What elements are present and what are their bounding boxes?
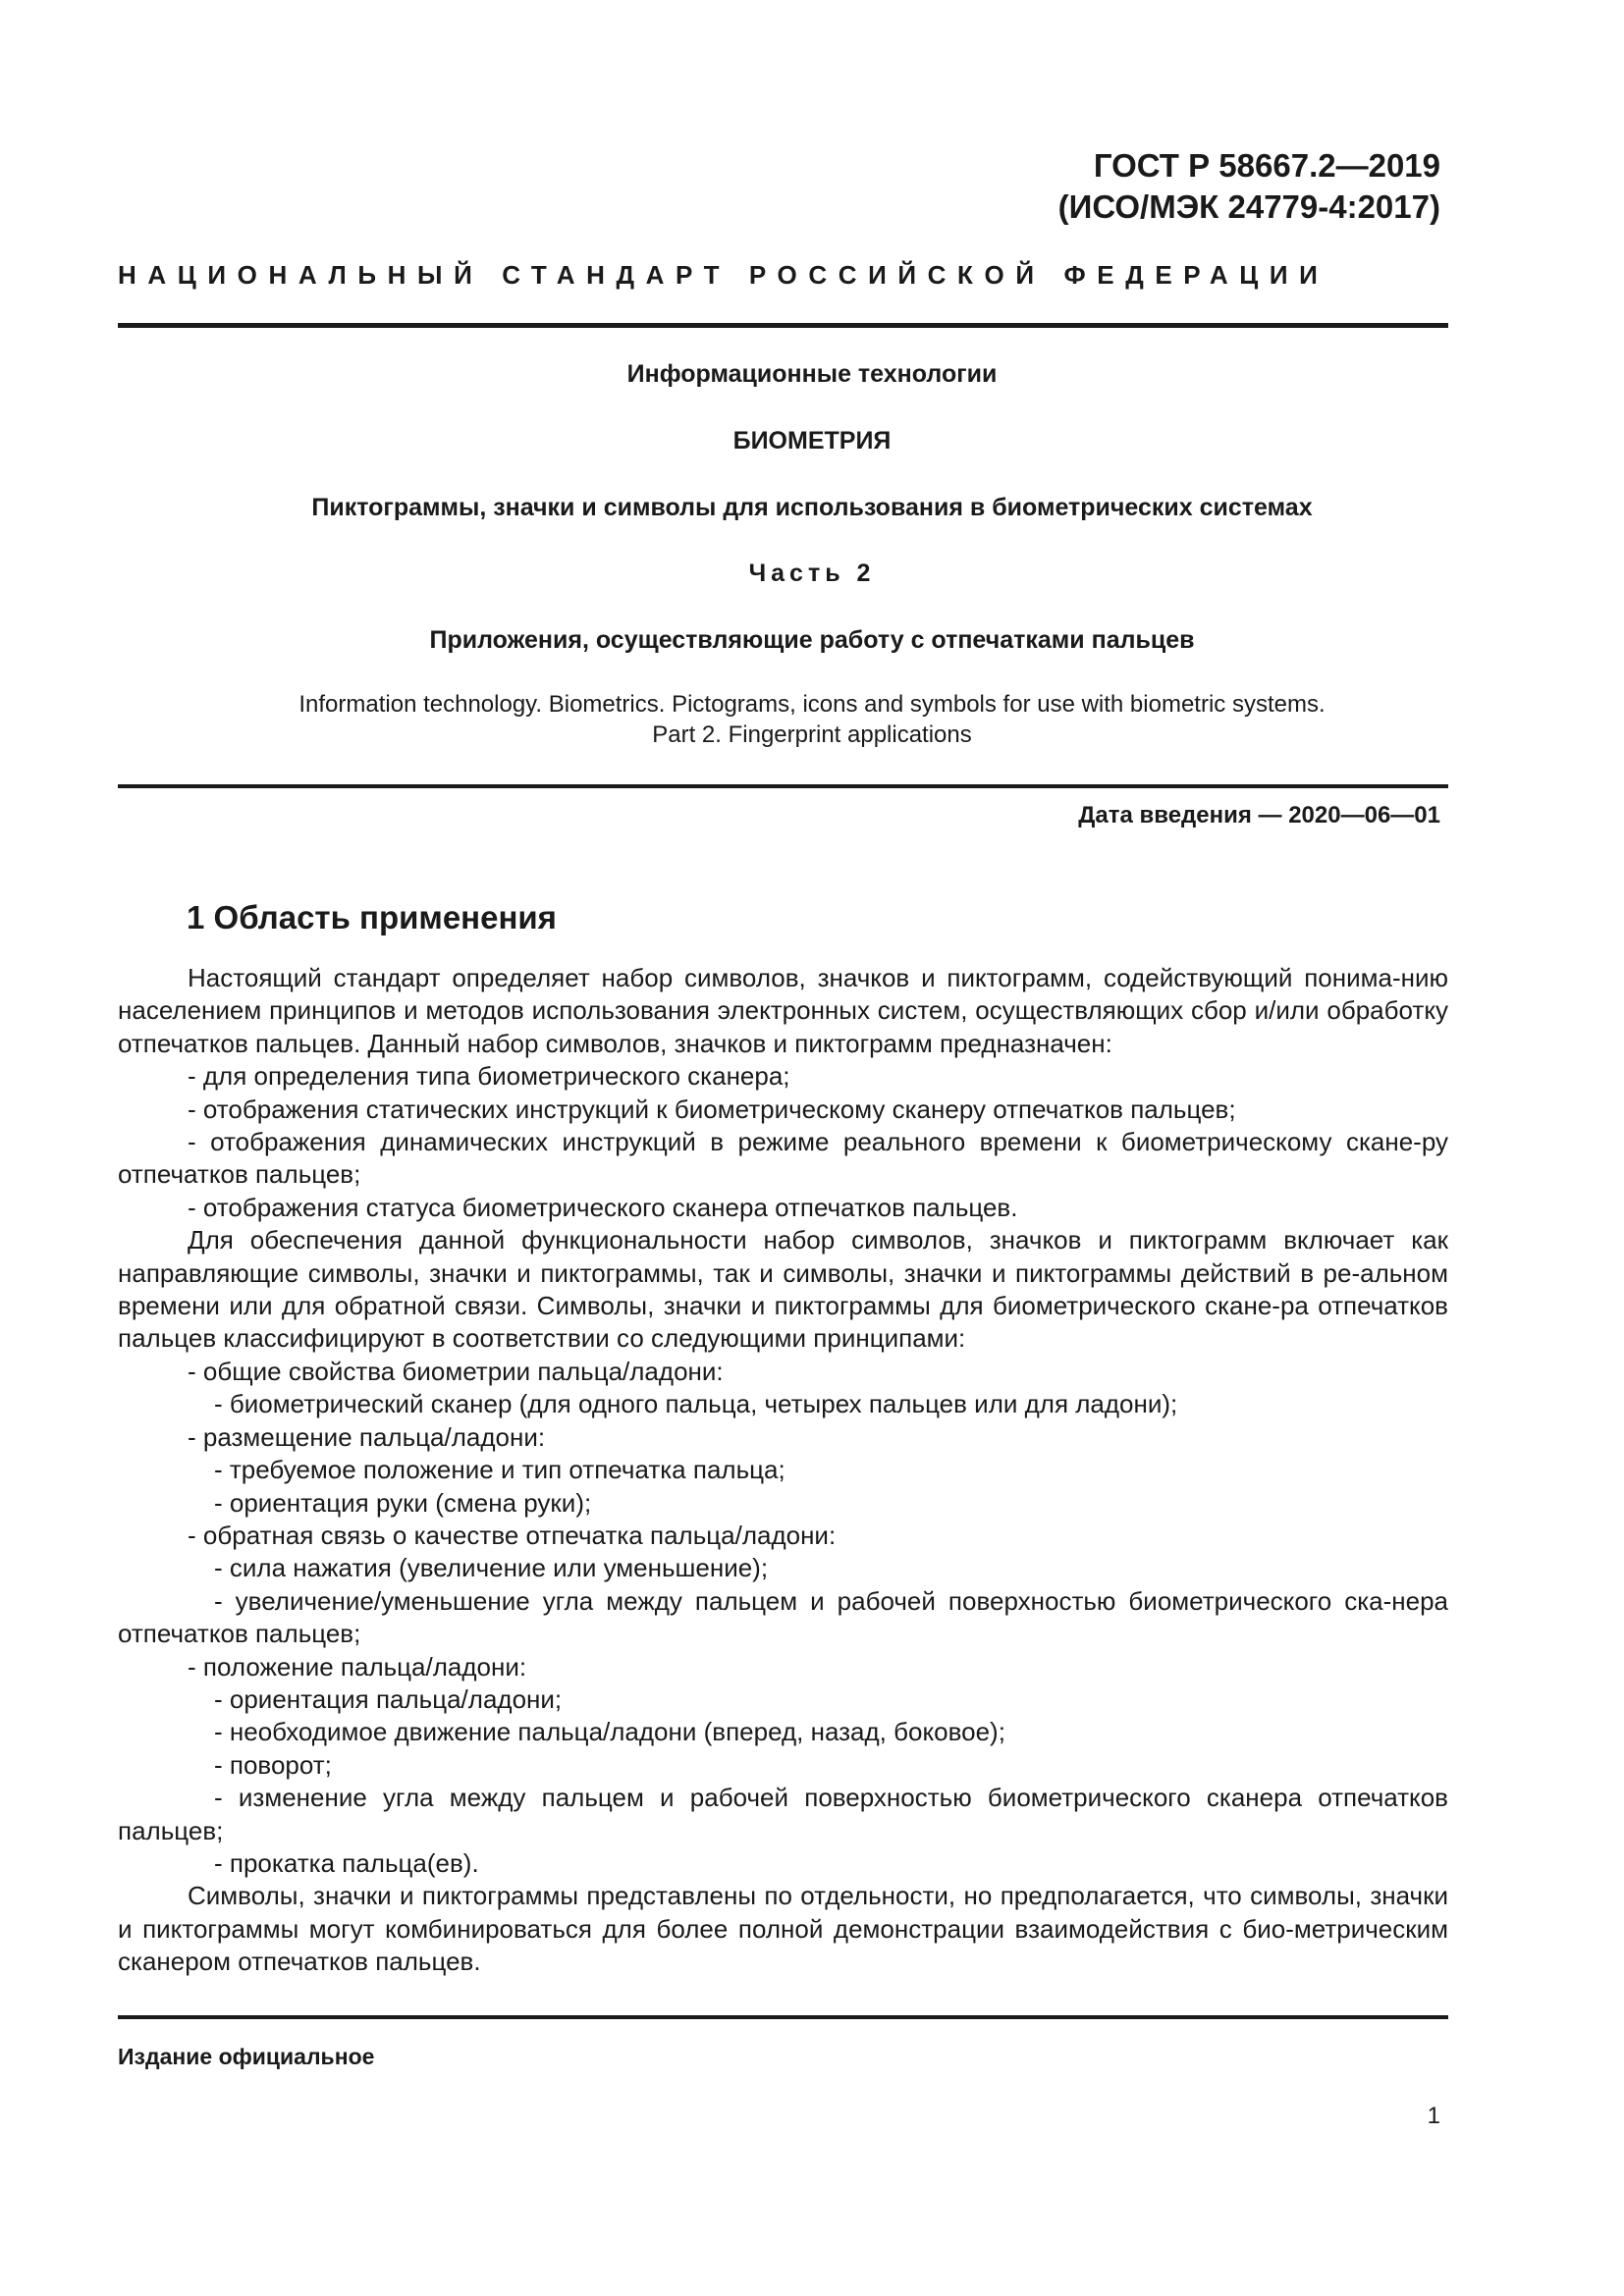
introduction-date: Дата введения — 2020—06—01 <box>1078 802 1440 828</box>
sub-list-item: - прокатка пальца(ев). <box>214 1847 479 1878</box>
sub-list-item: - увеличение/уменьшение угла между пальцем и рабочей поверхностью биометрического ска-нера отпечатков пальцев; <box>118 1585 1448 1649</box>
english-title <box>0 689 1624 750</box>
standard-number-line2: (ИСО/МЭК 24779-4:2017) <box>1057 188 1440 225</box>
header-rule <box>118 323 1448 328</box>
edition-label: Издание официальное <box>118 2044 375 2069</box>
page-number: 1 <box>1427 2103 1440 2129</box>
list-item: - отображения динамических инструкций в режиме реального времени к биометрическому скане-ру отпечатков пальцев; <box>118 1127 1448 1190</box>
sub-list-item: - биометрический сканер (для одного пальца, четырех пальцев или для ладони); <box>214 1389 1178 1419</box>
title-rule <box>118 784 1448 788</box>
paragraph: Для обеспечения данной функциональности набор символов, значков и пиктограмм включает как направляющие символы, значки и пиктограммы, так и символы, значки и пиктограммы действий в ре-альном времени или для обратной связи. Символы, значки и пиктограммы для биометрического скане-ра отпечатков пальцев классифицируют в соответствии со следующими принципами: <box>118 1225 1448 1354</box>
list-item: - для определения типа биометрического сканера; <box>188 1061 790 1092</box>
title-line4: Часть 2 <box>748 560 876 587</box>
sub-list-item: - требуемое положение и тип отпечатка пальца; <box>214 1455 785 1485</box>
list-item: - положение пальца/ладони: <box>188 1651 527 1682</box>
sub-list-item: - ориентация пальца/ладони; <box>214 1683 563 1714</box>
english-title-line2: Part 2. Fingerprint applications <box>652 721 972 748</box>
footer-rule <box>118 2015 1448 2019</box>
sub-list-item: - поворот; <box>214 1749 332 1780</box>
sub-list-item: - необходимое движение пальца/ладони (вперед, назад, боковое); <box>214 1717 1005 1747</box>
list-item: - обратная связь о качестве отпечатка пальца/ладони: <box>188 1520 837 1550</box>
list-item: - отображения статических инструкций к биометрическому сканеру отпечатков пальцев; <box>188 1094 1236 1124</box>
standard-number-line1: ГОСТ Р 58667.2—2019 <box>1093 147 1440 184</box>
title-line5: Приложения, осуществляющие работу с отпечатками пальцев <box>429 626 1195 654</box>
sub-list-item: - изменение угла между пальцем и рабочей поверхностью биометрического сканера отпечатков пальцев; <box>118 1783 1448 1845</box>
section-heading: 1 Область применения <box>187 899 557 935</box>
section-body <box>118 962 1448 1979</box>
paragraph: Настоящий стандарт определяет набор символов, значков и пиктограмм, содействующий понима-нию населением принципов и методов использования электронных систем, осуществляющих сбор и/или обработку отпечатков пальцев. Данный набор символов, значков и пиктограмм предназначен: <box>118 963 1448 1058</box>
standard-number <box>1058 145 1440 228</box>
national-standard-banner: НАЦИОНАЛЬНЫЙ СТАНДАРТ РОССИЙСКОЙ ФЕДЕРАЦИИ <box>118 260 1329 290</box>
sub-list-item: - сила нажатия (увеличение или уменьшение); <box>214 1553 769 1583</box>
list-item: - отображения статуса биометрического сканера отпечатков пальцев. <box>188 1192 1018 1222</box>
english-title-line1: Information technology. Biometrics. Pictograms, icons and symbols for use with biometric systems. <box>298 691 1326 718</box>
title-line2: БИОМЕТРИЯ <box>732 427 892 454</box>
list-item: - размещение пальца/ладони: <box>188 1421 546 1452</box>
sub-list-item: - ориентация руки (смена руки); <box>214 1487 592 1518</box>
title-line3: Пиктограммы, значки и символы для использования в биометрических системах <box>311 494 1313 521</box>
paragraph: Символы, значки и пиктограммы представлены по отдельности, но предполагается, что символы, значки и пиктограммы могут комбинироваться для более полной демонстрации взаимодействия с био-метрическим сканером отпечатков пальцев. <box>118 1881 1448 1977</box>
title-line1: Информационные технологии <box>626 360 998 388</box>
list-item: - общие свойства биометрии пальца/ладони: <box>188 1356 724 1386</box>
